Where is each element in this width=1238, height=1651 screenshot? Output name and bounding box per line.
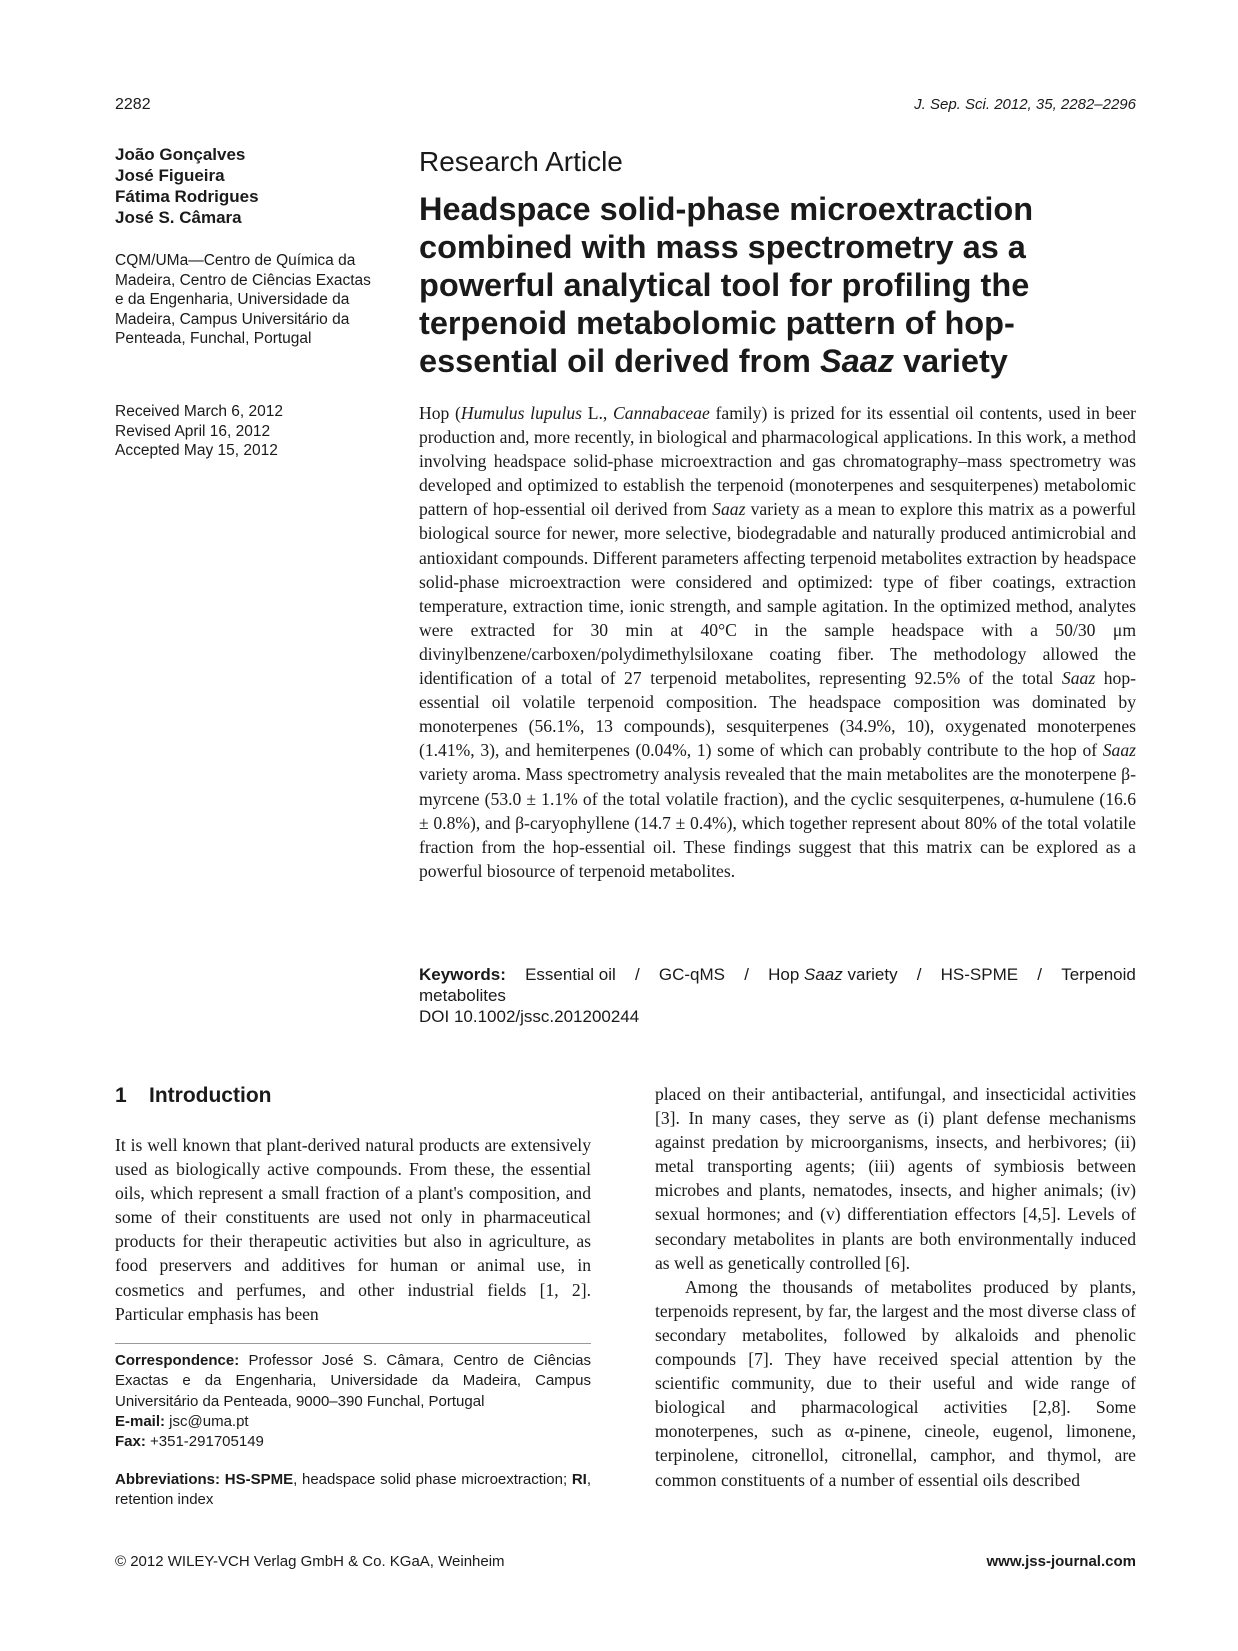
keywords-label: Keywords: — [419, 965, 506, 984]
copyright-notice: © 2012 WILEY-VCH Verlag GmbH & Co. KGaA, Weinheim — [115, 1553, 505, 1570]
abbreviation-term: RI — [571, 1471, 587, 1488]
author-name: Fátima Rodrigues — [115, 187, 259, 206]
paragraph: Among the thousands of metabolites produced by plants, terpenoids represent, by far, the largest and the most diverse class of secondary metabolites, followed by alkaloids and phenolic compounds [7]. They have received special attention by the scientific community, due to their useful and wide range of biological and pharmacological activities [2,8]. Some monoterpenes, such as α-pinene, cineole, eugenol, limonene, terpinolene, citronellol, citronellal, camphor, and thymol, are common constituents of a number of essential oils described — [655, 1276, 1136, 1490]
keyword-continued: metabolites — [419, 986, 506, 1005]
keyword: HS-SPME — [940, 965, 1019, 984]
keyword-separator: / — [1037, 965, 1043, 984]
affiliation: CQM/UMa—Centro de Química da Madeira, Centro de Ciências Exactas e da Engenharia, Universidade da Madeira, Campus Universitário da Penteada, Funchal, Portugal — [115, 252, 371, 347]
abstract-italic: Saaz — [1061, 668, 1096, 689]
intro-right-column — [655, 1082, 1136, 1492]
accepted-date: Accepted May 15, 2012 — [115, 442, 278, 459]
received-date: Received March 6, 2012 — [115, 403, 284, 420]
paragraph: placed on their antibacterial, antifungal, and insecticidal activities [3]. In many cases, they serve as (i) plant defense mechanisms against predation by microorganisms, insects, and herbivores; (ii) metal transporting agents; (iii) agents of symbiosis between microbes and plants, nematodes, insects, and higher animals; (iv) sexual hormones; and (v) differentiation effectors [4,5]. Levels of secondary metabolites in plants are both environmentally induced as well as genetically controlled [6]. — [655, 1084, 1136, 1273]
keyword-part: variety — [847, 965, 898, 984]
journal-website-link[interactable]: www.jss-journal.com — [986, 1553, 1136, 1570]
keyword: Terpenoid — [1061, 965, 1136, 984]
article-type: Research Article — [419, 146, 623, 177]
abbreviation-definition: , retention index — [115, 1471, 592, 1509]
doi: DOI 10.1002/jssc.201200244 — [419, 1007, 640, 1026]
title-italic: Saaz — [819, 343, 895, 379]
abstract-text: hop-essential oil volatile terpenoid composition. The headspace composition was dominated by monoterpenes (56.1%, 13 compounds), sesquiterpenes (34.9%, 10), oxygenated monoterpenes (1.41%, 3), and hemiterpenes (0.04%, 1) some of which can probably contribute to the hop of — [419, 668, 1136, 761]
section-title: Introduction — [149, 1084, 272, 1107]
keyword-separator: / — [744, 965, 749, 984]
author-name: José Figueira — [115, 166, 225, 185]
abstract-italic: Saaz — [712, 499, 746, 520]
keywords-block — [419, 964, 1136, 1027]
keyword-separator: / — [634, 965, 640, 984]
intro-left-column: It is well known that plant-derived natural products are extensively used as biologically active compounds. From these, the essential oils, which represent a small fraction of a plant's composition, and some of their constituents are used not only in pharmaceutical products for their therapeutic activities but also in agriculture, as food preservers and additives for human or animal use, in cosmetics and perfumes, and other industrial fields [1, 2]. Particular emphasis has been — [115, 1135, 591, 1324]
keyword: Essential oil — [525, 965, 616, 984]
article-title — [419, 190, 1139, 380]
fax-value: +351-291705149 — [145, 1433, 264, 1451]
revised-date: Revised April 16, 2012 — [115, 422, 271, 440]
page-number: 2282 — [115, 96, 151, 113]
abstract-text: variety aroma. Mass spectrometry analysis revealed that the main metabolites are the monoterpene β-myrcene (53.0 ± 1.1% of the total volatile fraction), and the cyclic sesquiterpenes, α-humulene (16.6 ± 0.8%), and β-caryophyllene (14.7 ± 0.4%), which together represent about 80% of the total volatile fraction from the hop-essential oil. These findings suggest that this matrix can be explored as a powerful biosource of terpenoid metabolites. — [419, 764, 1136, 881]
email-value: jsc@uma.pt — [165, 1412, 249, 1430]
author-name: José S. Câmara — [115, 208, 242, 227]
correspondence-text: Professor José S. Câmara, Centro de Ciências Exactas e da Engenharia, Universidade da Madeira, Campus Universitário da Penteada, 9000–390 Funchal, Portugal — [115, 1352, 591, 1410]
abbreviation-term: HS-SPME — [224, 1471, 294, 1488]
author-list — [115, 144, 259, 228]
abbreviations-label: Abbreviations: — [115, 1471, 221, 1488]
section-heading — [115, 1084, 271, 1108]
keyword-part: Hop — [768, 965, 800, 984]
abbreviation-definition: , headspace solid phase microextraction; — [293, 1471, 572, 1488]
keyword-separator: / — [916, 965, 922, 984]
title-main: Headspace solid-phase microextraction combined with mass spectrometry as a powerful analytical tool for profiling the terpenoid metabolomic pattern of hop-essential oil derived from — [419, 191, 1034, 379]
author-name: João Gonçalves — [115, 145, 246, 164]
abstract — [419, 401, 1136, 883]
abstract-text: family) is prized for its essential oil contents, used in beer production and, more recently, in biological and pharmacological applications. In this work, a method involving headspace solid-phase microextraction and gas chromatography–mass spectrometry was developed and optimized to establish the terpenoid (monoterpenes and sesquiterpenes) metabolomic pattern of hop-essential oil derived from — [419, 403, 1136, 520]
abstract-text: L., — [582, 403, 614, 423]
abstract-italic: Saaz — [1102, 740, 1136, 761]
keyword: GC-qMS — [658, 965, 726, 984]
section-number: 1 — [115, 1084, 127, 1107]
abstract-italic: Cannabaceae — [613, 403, 710, 423]
abstract-text: variety as a mean to explore this matrix as a powerful biological source for newer, more selective, biodegradable and naturally produced antimicrobial and antioxidant compounds. Different parameters affecting terpenoid metabolites extraction by headspace solid-phase microextraction were considered and optimized: type of fiber coatings, extraction temperature, extraction time, ionic strength, and sample agitation. In the optimized method, analytes were extracted for 30 min at 40°C in the sample headspace with a 50/30 μm divinylbenzene/carboxen/polydimethylsiloxane coating fiber. The methodology allowed the identification of a total of 27 terpenoid metabolites, representing 92.5% of the total — [419, 499, 1136, 689]
abstract-text: Hop ( — [419, 403, 461, 423]
fax-label: Fax: — [115, 1433, 146, 1451]
correspondence-footnote — [115, 1351, 591, 1452]
abbreviations-footnote — [115, 1470, 591, 1511]
article-dates — [115, 402, 375, 461]
keyword — [768, 964, 897, 985]
email-label: E-mail: — [115, 1412, 166, 1430]
correspondence-label: Correspondence: — [115, 1352, 240, 1369]
journal-reference: J. Sep. Sci. 2012, 35, 2282–2296 — [914, 96, 1136, 113]
title-end: variety — [903, 343, 1008, 379]
keyword-italic: Saaz — [804, 965, 843, 984]
abstract-italic: Humulus lupulus — [460, 403, 582, 423]
footnote-divider — [115, 1343, 591, 1344]
